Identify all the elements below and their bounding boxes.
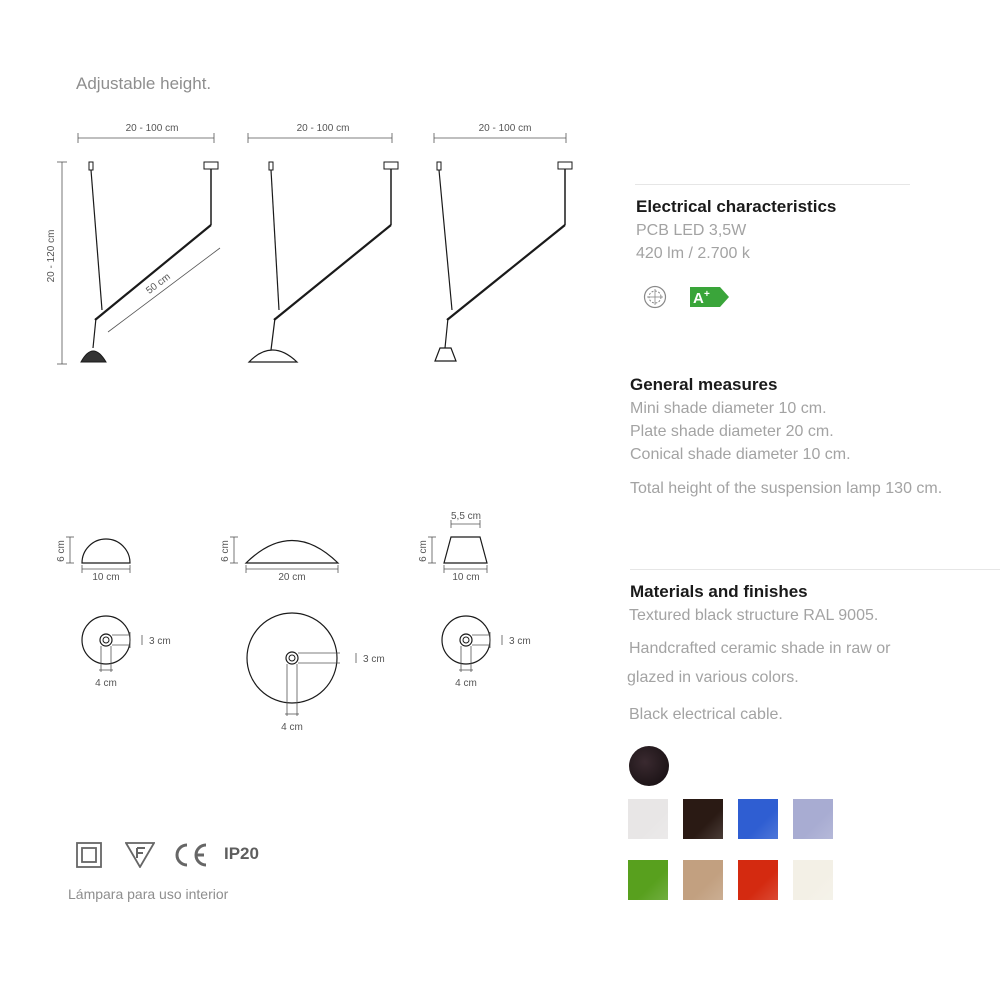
dim-width-2: 20 - 100 cm <box>296 123 350 134</box>
divider-materials <box>630 569 1000 570</box>
dim-width-1: 20 - 100 cm <box>125 123 179 134</box>
dim-plate-diameter: 20 cm <box>278 572 306 583</box>
f-mark-icon <box>125 842 155 868</box>
dim-conical-height: 6 cm <box>418 540 429 562</box>
energy-label-icon <box>690 287 730 307</box>
dim-arm: 50 cm <box>144 271 173 297</box>
led-bulb-icon <box>643 285 667 309</box>
dim-width-3: 20 - 100 cm <box>478 123 532 134</box>
electrical-line-1: PCB LED 3,5W <box>636 222 747 239</box>
class-ii-icon <box>76 842 102 868</box>
general-line-1: Mini shade diameter 10 cm. <box>630 400 827 417</box>
dim-height: 20 - 120 cm <box>46 229 57 283</box>
materials-line-2b: glazed in various colors. <box>627 669 799 686</box>
dim-mini-hole: 4 cm <box>95 678 117 689</box>
general-title: General measures <box>630 375 778 394</box>
materials-line-2a: Handcrafted ceramic shade in raw or <box>629 640 891 657</box>
swatch-finish-row2-3 <box>738 860 778 900</box>
dim-conical-diameter: 10 cm <box>452 572 480 583</box>
materials-line-1: Textured black structure RAL 9005. <box>629 607 879 624</box>
dim-mini-diameter: 10 cm <box>92 572 120 583</box>
general-line-2: Plate shade diameter 20 cm. <box>630 423 834 440</box>
dim-plate-hole: 4 cm <box>281 722 303 733</box>
general-total: Total height of the suspension lamp 130 cm. <box>630 480 943 497</box>
materials-title: Materials and finishes <box>630 582 808 601</box>
swatch-finish-row1-2 <box>683 799 723 839</box>
energy-class: A <box>693 290 704 307</box>
dim-conical-offset: 3 cm <box>509 636 531 647</box>
general-line-3: Conical shade diameter 10 cm. <box>630 446 851 463</box>
dim-plate-offset: 3 cm <box>363 654 385 665</box>
swatch-finish-row2-1 <box>628 860 668 900</box>
dim-plate-height: 6 cm <box>220 540 231 562</box>
swatch-finish-row1-3 <box>738 799 778 839</box>
dim-mini-height: 6 cm <box>56 540 67 562</box>
swatch-structure-black <box>629 746 669 786</box>
divider-electrical <box>635 184 910 185</box>
materials-line-3: Black electrical cable. <box>629 706 783 723</box>
ip-rating: IP20 <box>224 844 259 863</box>
swatch-finish-row2-2 <box>683 860 723 900</box>
intro-text: Adjustable height. <box>76 74 212 93</box>
swatch-finish-row2-4 <box>793 860 833 900</box>
energy-class-sup: + <box>704 289 710 300</box>
swatch-finish-row1-4 <box>793 799 833 839</box>
dim-conical-hole: 4 cm <box>455 678 477 689</box>
electrical-title: Electrical characteristics <box>636 197 837 216</box>
ce-mark-icon <box>172 842 210 868</box>
footer-note: Lámpara para uso interior <box>68 886 229 902</box>
dim-conical-top: 5,5 cm <box>450 511 482 522</box>
swatch-finish-row1-1 <box>628 799 668 839</box>
dim-mini-offset: 3 cm <box>149 636 171 647</box>
electrical-line-2: 420 lm / 2.700 k <box>636 245 750 262</box>
